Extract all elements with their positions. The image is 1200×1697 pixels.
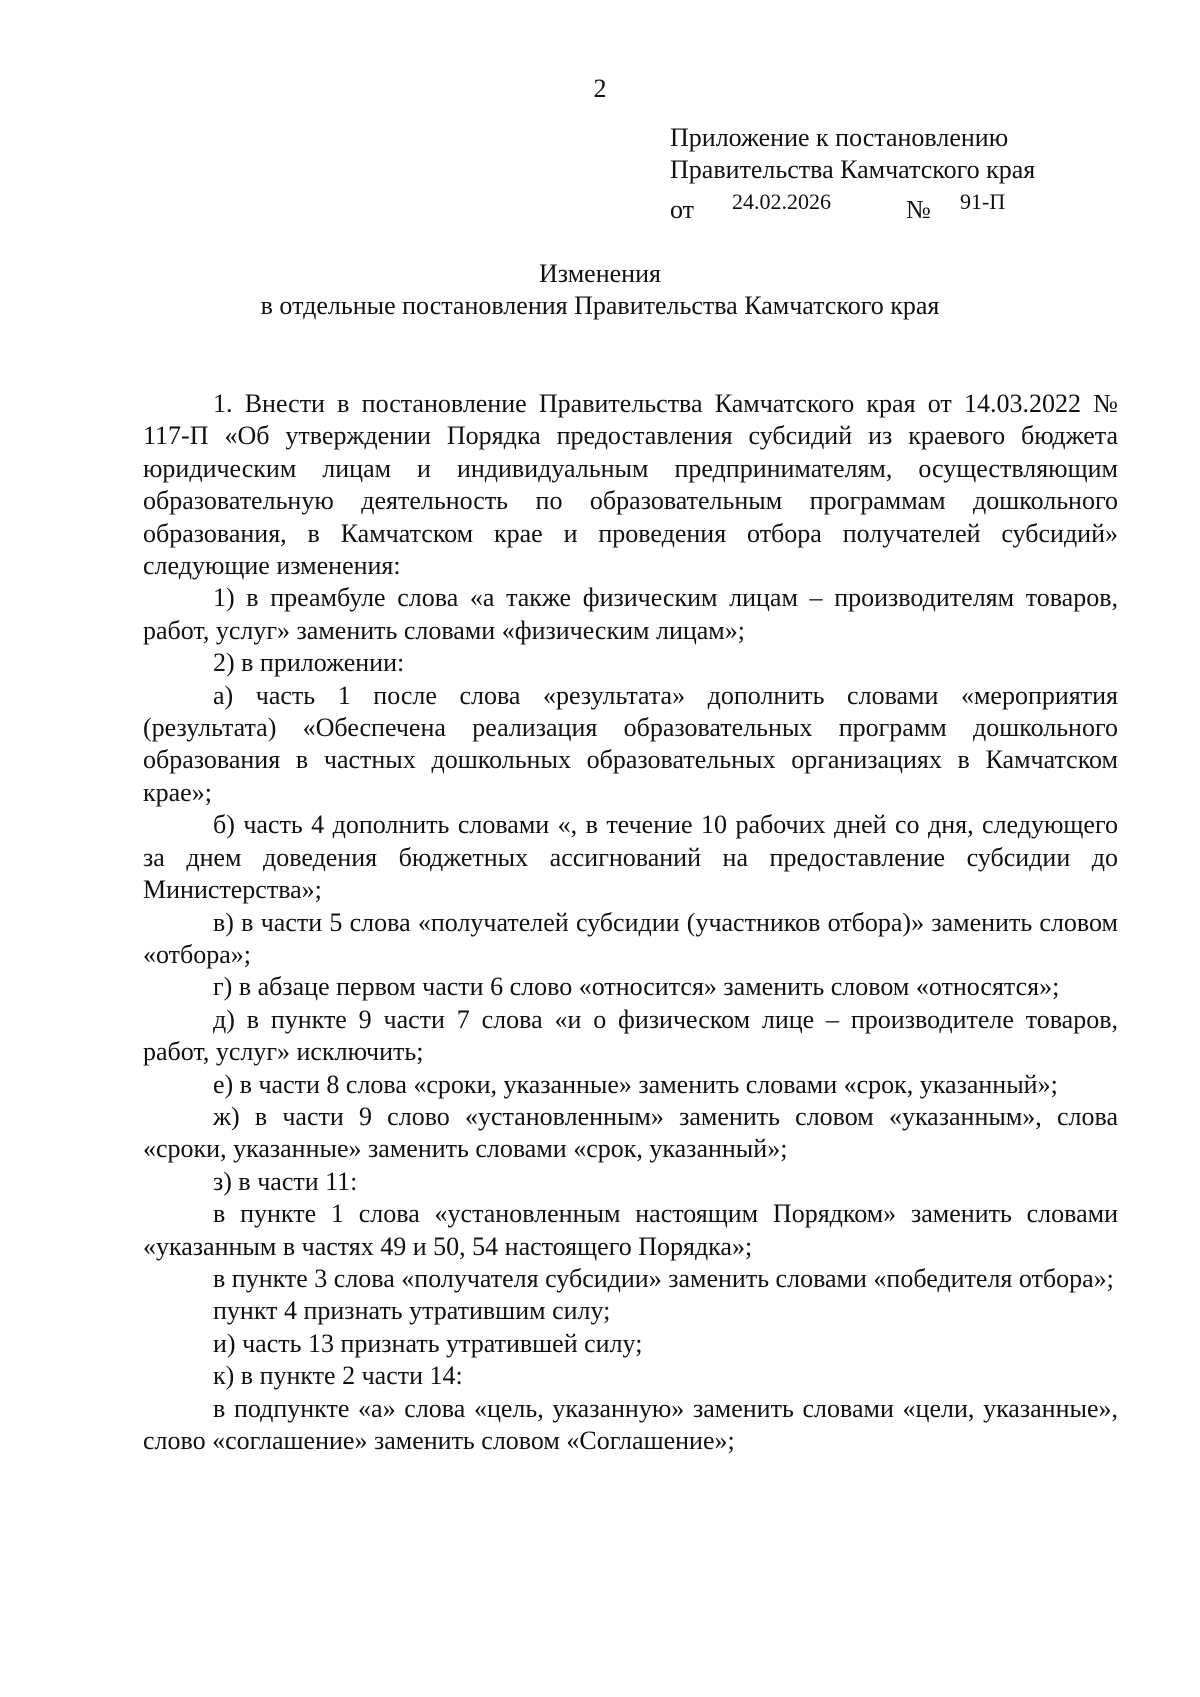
paragraph: д) в пункте 9 части 7 слова «и о физическом лице – производителе товаров, работ, услуг» исключить;: [143, 1004, 1118, 1067]
appendix-header: [670, 122, 1035, 222]
paragraph: в пункте 3 слова «получателя субсидии» заменить словами «победителя отбора»;: [213, 1263, 1114, 1293]
paragraph: б) часть 4 дополнить словами «, в течение 10 рабочих дней со дня, следующего за днем доведения бюджетных ассигнований на предоставление субсидии до Министерства»;: [143, 810, 1118, 905]
document-title: [0, 258, 1200, 322]
paragraph: з) в части 11:: [213, 1166, 358, 1196]
paragraph: в пункте 1 слова «установленным настоящим Порядком» заменить словами «указанным в частях 49 и 50, 54 настоящего Порядка»;: [143, 1199, 1118, 1261]
paragraph: е) в части 8 слова «сроки, указанные» заменить словами «срок, указанный»;: [213, 1069, 1058, 1099]
number-label: №: [906, 195, 931, 224]
appendix-line-2: Правительства Камчатского края: [670, 155, 1036, 184]
paragraph: в) в части 5 слова «получателей субсидии (участников отбора)» заменить словом «отбора»;: [143, 907, 1118, 969]
paragraph: ж) в части 9 слово «установленным» заменить словом «указанным», слова «сроки, указанные» заменить словами «срок, указанный»;: [143, 1101, 1118, 1164]
resolution-number: 91-П: [960, 189, 1006, 214]
paragraph: пункт 4 признать утратившим силу;: [213, 1296, 611, 1326]
resolution-date: 24.02.2026: [732, 189, 831, 214]
paragraph: и) часть 13 признать утратившей силу;: [213, 1328, 643, 1358]
paragraph: г) в абзаце первом части 6 слово «относится» заменить словом «относятся»;: [213, 972, 1060, 1002]
paragraph: а) часть 1 после слова «результата» дополнить словами «мероприятия (результата) «Обеспечена реализация образовательных программ дошкольного образования в частных дошкольных образовательных организациях в Камчатском крае»;: [143, 680, 1118, 807]
paragraph: 2) в приложении:: [213, 648, 405, 678]
title-line-2: в отдельные постановления Правительства Камчатского края: [260, 291, 940, 320]
paragraph: к) в пункте 2 части 14:: [213, 1361, 463, 1391]
from-label: от: [670, 195, 695, 224]
document-body: [143, 388, 1118, 1457]
appendix-date-number-line: [670, 186, 1035, 222]
paragraph: 1) в преамбуле слова «а также физическим лицам – производителям товаров, работ, услуг» заменить словами «физическим лицам»;: [143, 583, 1118, 645]
paragraph: 1. Внести в постановление Правительства Камчатского края от 14.03.2022 № 117-П «Об утверждении Порядка предоставления субсидий из краевого бюджета юридическим лицам и индивидуальным предпринимателям, осуществляющим образовательную деятельность по образовательным программам дошкольного образования, в Камчатском крае и проведения отбора получателей субсидий» следующие изменения:: [143, 389, 1118, 581]
title-line-1: Изменения: [539, 259, 661, 288]
page-number: 2: [593, 74, 607, 103]
appendix-line-1: Приложение к постановлению: [670, 123, 1009, 152]
paragraph: в подпункте «а» слова «цель, указанную» заменить словами «цели, указанные», слово «соглашение» заменить словом «Соглашение»;: [143, 1393, 1118, 1455]
